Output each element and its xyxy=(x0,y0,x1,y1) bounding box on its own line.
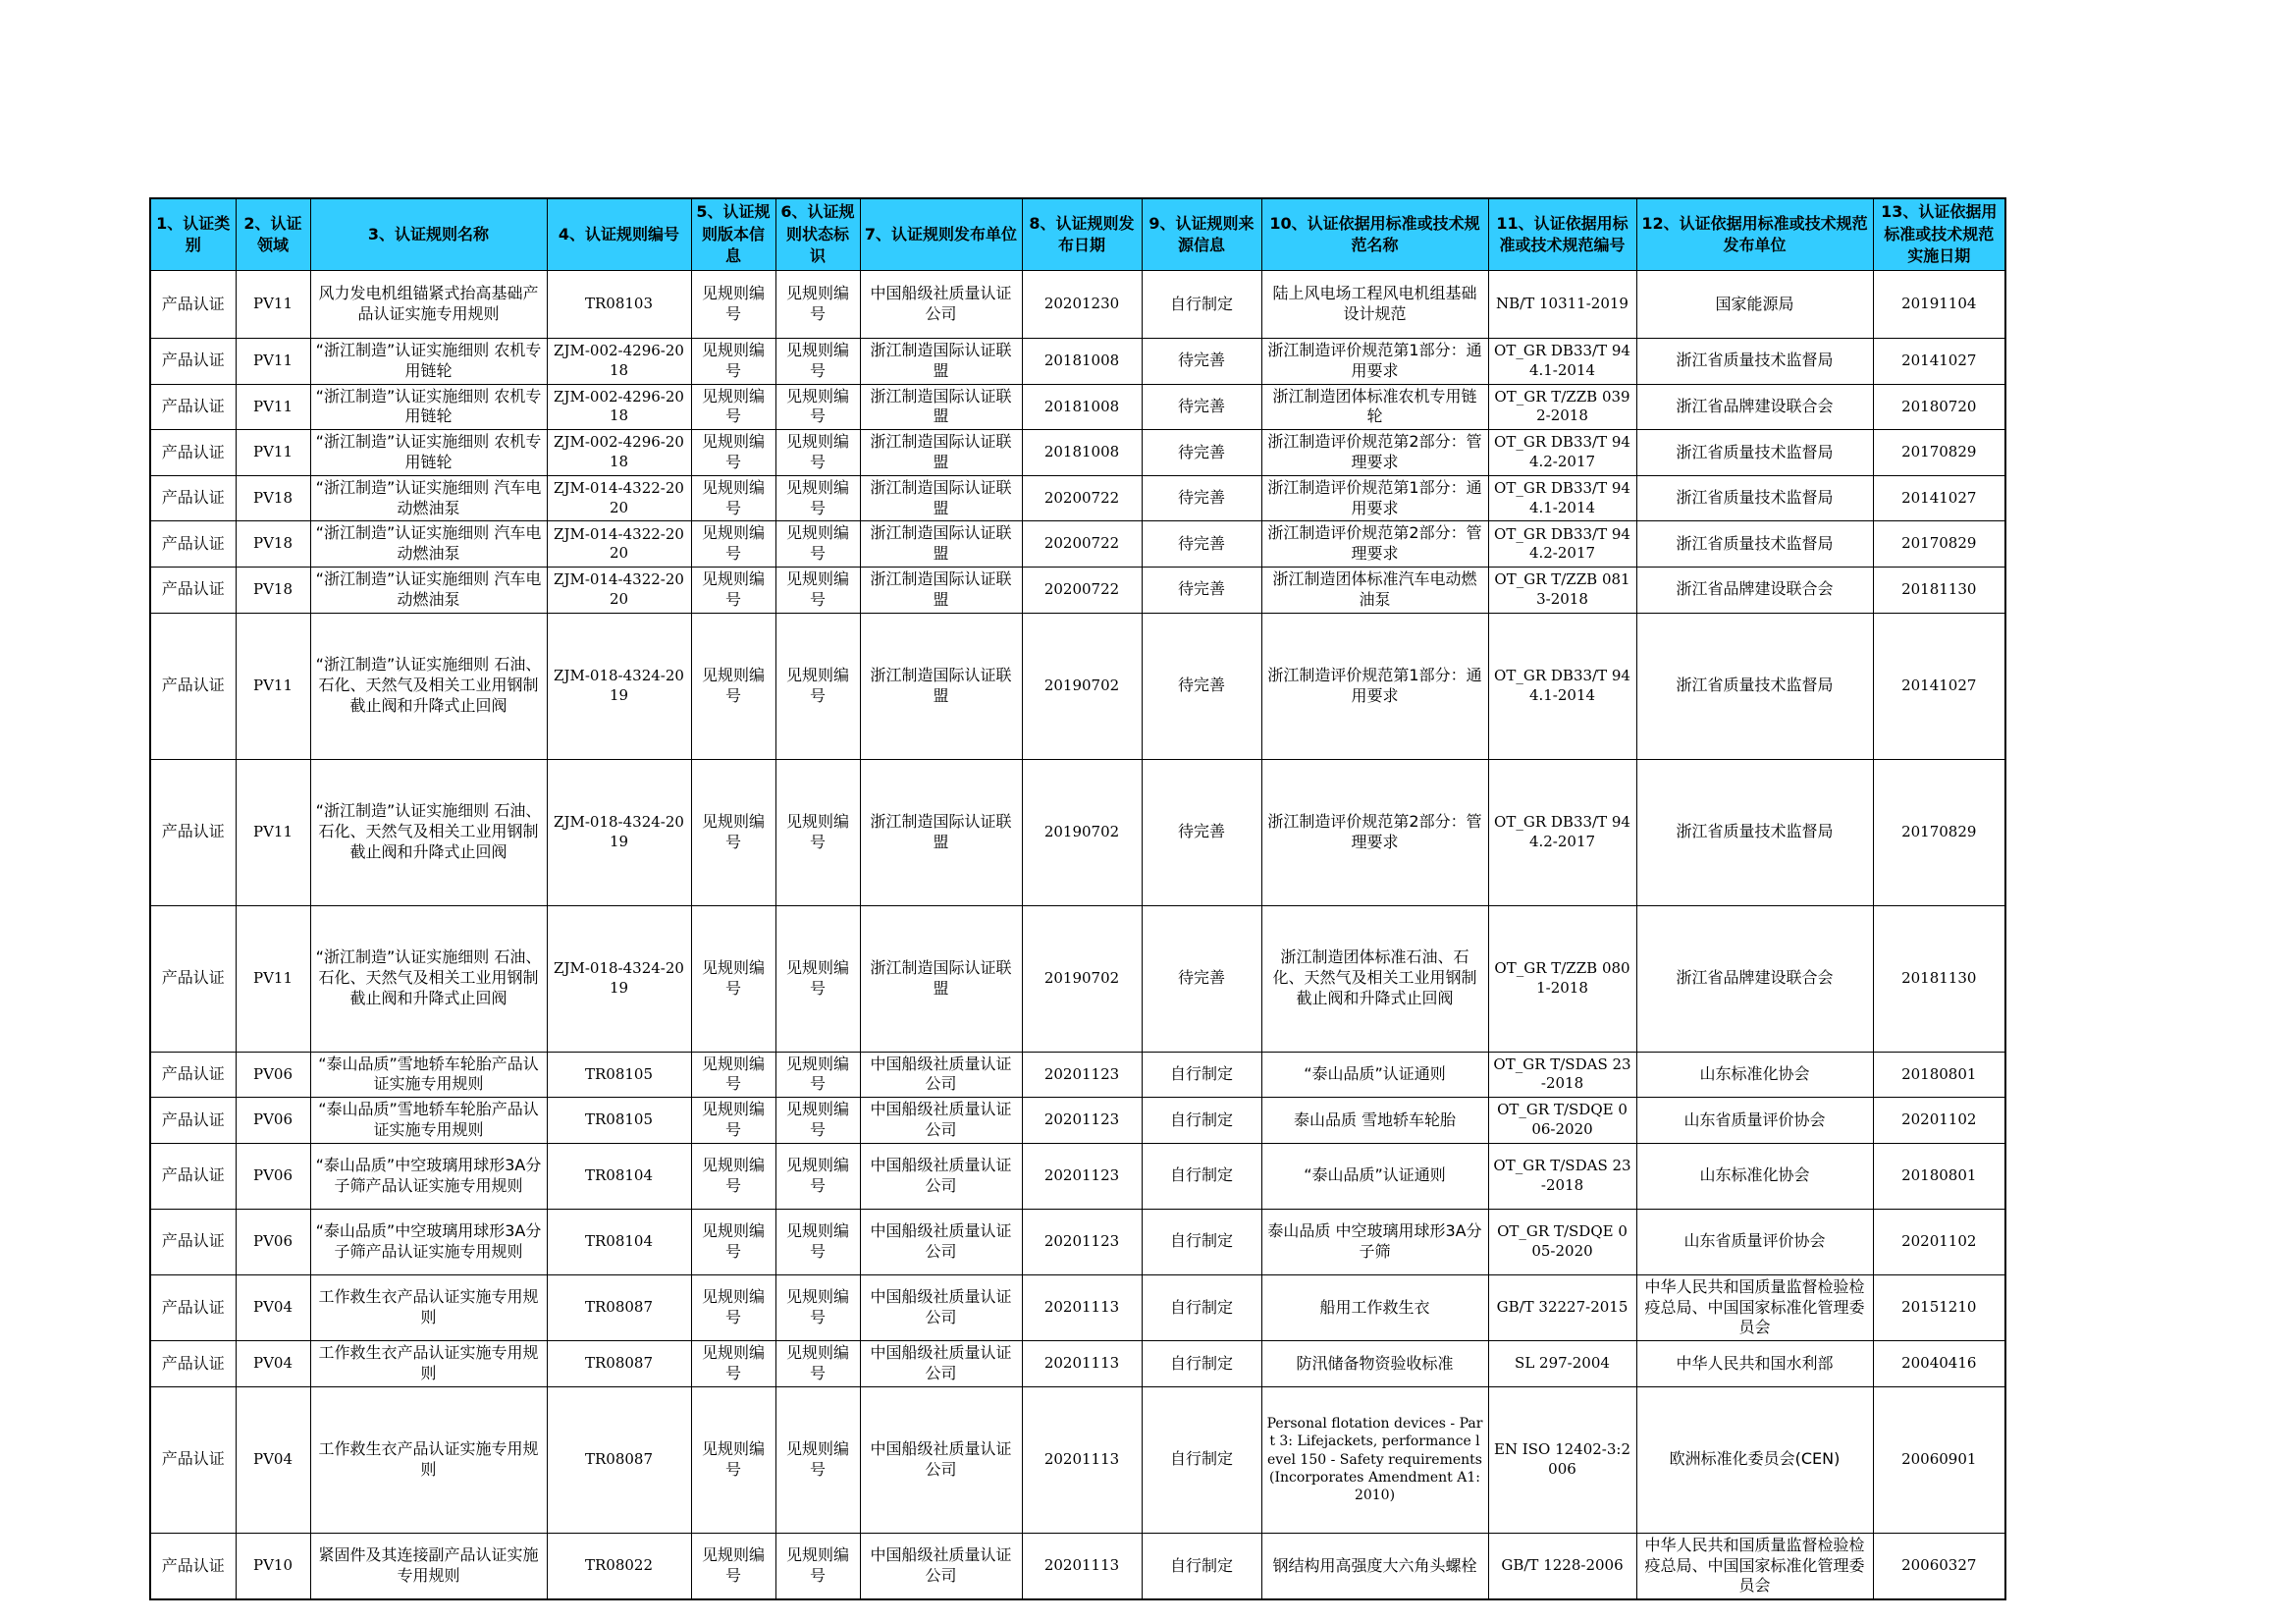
table-cell: PV11 xyxy=(236,759,310,905)
table-cell: 见规则编号 xyxy=(691,384,775,430)
table-cell: 20191104 xyxy=(1873,271,2005,339)
table-row xyxy=(150,1274,2005,1340)
table-cell: 见规则编号 xyxy=(775,1052,860,1098)
table-cell: 产品认证 xyxy=(150,905,236,1052)
table-cell: 自行制定 xyxy=(1142,1341,1261,1387)
table-cell: “浙江制造”认证实施细则 石油、石化、天然气及相关工业用钢制截止阀和升降式止回阀 xyxy=(310,613,547,759)
table-cell: GB/T 32227-2015 xyxy=(1488,1274,1636,1340)
table-cell: 见规则编号 xyxy=(775,759,860,905)
table-cell: “泰山品质”认证通则 xyxy=(1261,1052,1488,1098)
table-cell: “泰山品质”中空玻璃用球形3A分子筛产品认证实施专用规则 xyxy=(310,1143,547,1209)
header-row xyxy=(150,198,2005,271)
table-cell: 山东标准化协会 xyxy=(1636,1143,1873,1209)
table-cell: 中国船级社质量认证公司 xyxy=(860,1209,1022,1274)
table-cell: OT_GR T/ZZB 0801-2018 xyxy=(1488,905,1636,1052)
table-cell: OT_GR T/SDQE 006-2020 xyxy=(1488,1098,1636,1144)
table-cell: 见规则编号 xyxy=(691,1341,775,1387)
header-cell: 5、认证规则版本信息 xyxy=(691,198,775,271)
table-cell: “浙江制造”认证实施细则 汽车电动燃油泵 xyxy=(310,521,547,568)
table-cell: 待完善 xyxy=(1142,475,1261,521)
table-cell: 产品认证 xyxy=(150,759,236,905)
table-cell: TR08105 xyxy=(547,1052,691,1098)
table-cell: 20201113 xyxy=(1022,1274,1142,1340)
header-cell: 12、认证依据用标准或技术规范发布单位 xyxy=(1636,198,1873,271)
table-cell: PV10 xyxy=(236,1533,310,1599)
table-cell: “泰山品质”中空玻璃用球形3A分子筛产品认证实施专用规则 xyxy=(310,1209,547,1274)
table-cell: 见规则编号 xyxy=(691,905,775,1052)
table-cell: 见规则编号 xyxy=(691,521,775,568)
table-cell: 自行制定 xyxy=(1142,1386,1261,1533)
table-cell: 工作救生衣产品认证实施专用规则 xyxy=(310,1274,547,1340)
table-cell: 产品认证 xyxy=(150,339,236,385)
table-row xyxy=(150,521,2005,568)
table-cell: PV04 xyxy=(236,1274,310,1340)
table-cell: 见规则编号 xyxy=(691,567,775,613)
table-cell: 20181130 xyxy=(1873,567,2005,613)
table-cell: 浙江制造评价规范第1部分：通用要求 xyxy=(1261,475,1488,521)
table-row xyxy=(150,475,2005,521)
table-cell: 20201123 xyxy=(1022,1098,1142,1144)
table-cell: 浙江省品牌建设联合会 xyxy=(1636,384,1873,430)
table-cell: 浙江制造国际认证联盟 xyxy=(860,475,1022,521)
table-cell: 浙江制造国际认证联盟 xyxy=(860,613,1022,759)
table-cell: 待完善 xyxy=(1142,430,1261,476)
table-cell: 20181008 xyxy=(1022,430,1142,476)
table-cell: 浙江制造评价规范第1部分：通用要求 xyxy=(1261,339,1488,385)
header-cell: 2、认证领域 xyxy=(236,198,310,271)
table-row xyxy=(150,1386,2005,1533)
table-cell: 见规则编号 xyxy=(775,521,860,568)
table-cell: 中国船级社质量认证公司 xyxy=(860,1098,1022,1144)
table-cell: 20190702 xyxy=(1022,613,1142,759)
table-cell: PV11 xyxy=(236,905,310,1052)
table-cell: 20201102 xyxy=(1873,1209,2005,1274)
table-cell: NB/T 10311-2019 xyxy=(1488,271,1636,339)
table-cell: TR08087 xyxy=(547,1386,691,1533)
header-cell: 4、认证规则编号 xyxy=(547,198,691,271)
table-cell: PV06 xyxy=(236,1209,310,1274)
table-cell: 自行制定 xyxy=(1142,1533,1261,1599)
table-cell: 浙江制造团体标准汽车电动燃油泵 xyxy=(1261,567,1488,613)
table-cell: “浙江制造”认证实施细则 汽车电动燃油泵 xyxy=(310,475,547,521)
table-cell: 产品认证 xyxy=(150,1143,236,1209)
table-cell: 船用工作救生衣 xyxy=(1261,1274,1488,1340)
table-cell: 见规则编号 xyxy=(775,905,860,1052)
table-cell: “泰山品质”雪地轿车轮胎产品认证实施专用规则 xyxy=(310,1098,547,1144)
table-cell: 20040416 xyxy=(1873,1341,2005,1387)
table-cell: PV11 xyxy=(236,271,310,339)
table-cell: 中国船级社质量认证公司 xyxy=(860,1386,1022,1533)
table-cell: OT_GR DB33/T 944.2-2017 xyxy=(1488,521,1636,568)
table-cell: 浙江省品牌建设联合会 xyxy=(1636,567,1873,613)
table-cell: 防汛储备物资验收标准 xyxy=(1261,1341,1488,1387)
table-cell: 浙江制造国际认证联盟 xyxy=(860,759,1022,905)
table-cell: Personal flotation devices - Part 3: Lifejackets, performance level 150 - Safety requirements (Incorporates Amendment A1: 2010) xyxy=(1261,1386,1488,1533)
header-cell: 8、认证规则发布日期 xyxy=(1022,198,1142,271)
table-cell: 见规则编号 xyxy=(691,475,775,521)
table-cell: 产品认证 xyxy=(150,384,236,430)
table-cell: 见规则编号 xyxy=(775,339,860,385)
table-cell: 浙江制造国际认证联盟 xyxy=(860,384,1022,430)
table-cell: 陆上风电场工程风电机组基础设计规范 xyxy=(1261,271,1488,339)
table-cell: 产品认证 xyxy=(150,1533,236,1599)
table-cell: 产品认证 xyxy=(150,613,236,759)
table-cell: 20201230 xyxy=(1022,271,1142,339)
table-row xyxy=(150,1209,2005,1274)
table-cell: 浙江省质量技术监督局 xyxy=(1636,339,1873,385)
table-cell: 工作救生衣产品认证实施专用规则 xyxy=(310,1341,547,1387)
table-cell: 见规则编号 xyxy=(691,1143,775,1209)
table-cell: 浙江省品牌建设联合会 xyxy=(1636,905,1873,1052)
table-cell: ZJM-014-4322-2020 xyxy=(547,567,691,613)
table-row xyxy=(150,905,2005,1052)
table-row xyxy=(150,1533,2005,1599)
table-cell: 中国船级社质量认证公司 xyxy=(860,1533,1022,1599)
table-cell: OT_GR T/ZZB 0392-2018 xyxy=(1488,384,1636,430)
table-cell: ZJM-002-4296-2018 xyxy=(547,384,691,430)
table-cell: PV18 xyxy=(236,521,310,568)
table-cell: 浙江制造评价规范第2部分：管理要求 xyxy=(1261,521,1488,568)
table-cell: “浙江制造”认证实施细则 汽车电动燃油泵 xyxy=(310,567,547,613)
table-cell: PV06 xyxy=(236,1143,310,1209)
table-cell: ZJM-002-4296-2018 xyxy=(547,339,691,385)
table-cell: PV06 xyxy=(236,1098,310,1144)
table-cell: PV04 xyxy=(236,1386,310,1533)
table-cell: PV18 xyxy=(236,475,310,521)
table-cell: ZJM-018-4324-2019 xyxy=(547,613,691,759)
table-cell: “浙江制造”认证实施细则 石油、石化、天然气及相关工业用钢制截止阀和升降式止回阀 xyxy=(310,905,547,1052)
table-cell: 浙江制造评价规范第2部分：管理要求 xyxy=(1261,430,1488,476)
table-cell: 产品认证 xyxy=(150,475,236,521)
table-cell: PV11 xyxy=(236,339,310,385)
table-cell: 浙江省质量技术监督局 xyxy=(1636,475,1873,521)
table-cell: 中华人民共和国质量监督检验检疫总局、中国国家标准化管理委员会 xyxy=(1636,1274,1873,1340)
table-cell: 中华人民共和国水利部 xyxy=(1636,1341,1873,1387)
table-cell: OT_GR T/SDAS 23-2018 xyxy=(1488,1143,1636,1209)
table-cell: 见规则编号 xyxy=(691,339,775,385)
table-cell: 自行制定 xyxy=(1142,1098,1261,1144)
table-cell: 自行制定 xyxy=(1142,1274,1261,1340)
table-cell: 见规则编号 xyxy=(775,1209,860,1274)
table-cell: 产品认证 xyxy=(150,1274,236,1340)
table-cell: 浙江制造评价规范第2部分：管理要求 xyxy=(1261,759,1488,905)
header-cell: 10、认证依据用标准或技术规范名称 xyxy=(1261,198,1488,271)
table-cell: 20200722 xyxy=(1022,475,1142,521)
table-cell: “泰山品质”雪地轿车轮胎产品认证实施专用规则 xyxy=(310,1052,547,1098)
table-cell: 见规则编号 xyxy=(691,1209,775,1274)
table-cell: 浙江制造国际认证联盟 xyxy=(860,905,1022,1052)
table-cell: 见规则编号 xyxy=(691,1274,775,1340)
table-cell: 见规则编号 xyxy=(691,271,775,339)
table-cell: 国家能源局 xyxy=(1636,271,1873,339)
table-cell: 见规则编号 xyxy=(691,613,775,759)
table-cell: 浙江制造国际认证联盟 xyxy=(860,521,1022,568)
table-cell: GB/T 1228-2006 xyxy=(1488,1533,1636,1599)
table-cell: SL 297-2004 xyxy=(1488,1341,1636,1387)
table-cell: PV11 xyxy=(236,430,310,476)
header-cell: 9、认证规则来源信息 xyxy=(1142,198,1261,271)
table-cell: PV11 xyxy=(236,613,310,759)
table-cell: 20201113 xyxy=(1022,1386,1142,1533)
table-cell: 见规则编号 xyxy=(775,1274,860,1340)
table-cell: 20201123 xyxy=(1022,1052,1142,1098)
table-cell: OT_GR T/SDQE 005-2020 xyxy=(1488,1209,1636,1274)
table-cell: 自行制定 xyxy=(1142,1143,1261,1209)
table-cell: 产品认证 xyxy=(150,1098,236,1144)
table-cell: 20201102 xyxy=(1873,1098,2005,1144)
table-cell: 产品认证 xyxy=(150,1052,236,1098)
table-row xyxy=(150,567,2005,613)
table-cell: 20201123 xyxy=(1022,1143,1142,1209)
table-cell: 自行制定 xyxy=(1142,1052,1261,1098)
table-cell: TR08104 xyxy=(547,1143,691,1209)
table-cell: 见规则编号 xyxy=(775,1386,860,1533)
table-cell: 20141027 xyxy=(1873,475,2005,521)
table-cell: 见规则编号 xyxy=(775,271,860,339)
table-cell: 浙江制造评价规范第1部分：通用要求 xyxy=(1261,613,1488,759)
table-cell: 20190702 xyxy=(1022,759,1142,905)
table-cell: 20141027 xyxy=(1873,339,2005,385)
table-row xyxy=(150,384,2005,430)
table-cell: 产品认证 xyxy=(150,271,236,339)
table-cell: 20180801 xyxy=(1873,1143,2005,1209)
table-row xyxy=(150,271,2005,339)
table-cell: 见规则编号 xyxy=(775,1533,860,1599)
table-cell: 20201113 xyxy=(1022,1341,1142,1387)
certification-sheet xyxy=(149,197,2004,1600)
table-cell: 浙江制造国际认证联盟 xyxy=(860,430,1022,476)
table-cell: 中国船级社质量认证公司 xyxy=(860,1341,1022,1387)
table-row xyxy=(150,613,2005,759)
table-cell: 山东标准化协会 xyxy=(1636,1052,1873,1098)
header-cell: 1、认证类别 xyxy=(150,198,236,271)
table-body xyxy=(150,271,2005,1600)
table-cell: 20060327 xyxy=(1873,1533,2005,1599)
table-cell: 20201113 xyxy=(1022,1533,1142,1599)
table-cell: “浙江制造”认证实施细则 农机专用链轮 xyxy=(310,384,547,430)
table-cell: 见规则编号 xyxy=(691,430,775,476)
table-cell: 待完善 xyxy=(1142,521,1261,568)
header-cell: 3、认证规则名称 xyxy=(310,198,547,271)
table-cell: 产品认证 xyxy=(150,567,236,613)
table-cell: 浙江省质量技术监督局 xyxy=(1636,521,1873,568)
table-cell: 待完善 xyxy=(1142,905,1261,1052)
table-cell: 浙江制造国际认证联盟 xyxy=(860,567,1022,613)
table-row xyxy=(150,430,2005,476)
table-cell: 见规则编号 xyxy=(691,1533,775,1599)
table-cell: 见规则编号 xyxy=(775,613,860,759)
table-cell: 见规则编号 xyxy=(775,430,860,476)
table-cell: 待完善 xyxy=(1142,567,1261,613)
table-cell: 浙江省质量技术监督局 xyxy=(1636,430,1873,476)
table-cell: 见规则编号 xyxy=(691,759,775,905)
table-cell: 20200722 xyxy=(1022,521,1142,568)
table-cell: TR08087 xyxy=(547,1341,691,1387)
header-cell: 6、认证规则状态标识 xyxy=(775,198,860,271)
table-row xyxy=(150,1143,2005,1209)
table-row xyxy=(150,1052,2005,1098)
table-cell: 山东省质量评价协会 xyxy=(1636,1098,1873,1144)
table-cell: 20180801 xyxy=(1873,1052,2005,1098)
certification-table xyxy=(149,197,2006,1600)
table-cell: 20141027 xyxy=(1873,613,2005,759)
table-cell: EN ISO 12402-3:2006 xyxy=(1488,1386,1636,1533)
table-cell: ZJM-002-4296-2018 xyxy=(547,430,691,476)
table-cell: PV11 xyxy=(236,384,310,430)
table-cell: OT_GR DB33/T 944.1-2014 xyxy=(1488,613,1636,759)
table-cell: “浙江制造”认证实施细则 石油、石化、天然气及相关工业用钢制截止阀和升降式止回阀 xyxy=(310,759,547,905)
table-cell: 20151210 xyxy=(1873,1274,2005,1340)
table-cell: 中国船级社质量认证公司 xyxy=(860,1274,1022,1340)
header-cell: 7、认证规则发布单位 xyxy=(860,198,1022,271)
table-cell: 20181008 xyxy=(1022,339,1142,385)
table-cell: 见规则编号 xyxy=(775,475,860,521)
table-cell: 待完善 xyxy=(1142,759,1261,905)
table-cell: PV06 xyxy=(236,1052,310,1098)
table-cell: 浙江省质量技术监督局 xyxy=(1636,613,1873,759)
table-cell: TR08022 xyxy=(547,1533,691,1599)
table-cell: “浙江制造”认证实施细则 农机专用链轮 xyxy=(310,339,547,385)
table-cell: 见规则编号 xyxy=(775,1143,860,1209)
table-cell: 中华人民共和国质量监督检验检疫总局、中国国家标准化管理委员会 xyxy=(1636,1533,1873,1599)
table-cell: TR08103 xyxy=(547,271,691,339)
table-cell: 浙江制造国际认证联盟 xyxy=(860,339,1022,385)
table-cell: 待完善 xyxy=(1142,339,1261,385)
table-cell: OT_GR T/ZZB 0813-2018 xyxy=(1488,567,1636,613)
table-cell: 20060901 xyxy=(1873,1386,2005,1533)
table-cell: 见规则编号 xyxy=(691,1386,775,1533)
table-cell: 风力发电机组锚紧式抬高基础产品认证实施专用规则 xyxy=(310,271,547,339)
table-cell: 中国船级社质量认证公司 xyxy=(860,1143,1022,1209)
table-cell: 20170829 xyxy=(1873,759,2005,905)
table-cell: 待完善 xyxy=(1142,613,1261,759)
table-cell: 见规则编号 xyxy=(775,384,860,430)
table-cell: TR08104 xyxy=(547,1209,691,1274)
table-cell: 产品认证 xyxy=(150,1209,236,1274)
table-cell: OT_GR DB33/T 944.2-2017 xyxy=(1488,430,1636,476)
table-cell: “浙江制造”认证实施细则 农机专用链轮 xyxy=(310,430,547,476)
table-cell: ZJM-014-4322-2020 xyxy=(547,521,691,568)
table-cell: OT_GR DB33/T 944.2-2017 xyxy=(1488,759,1636,905)
table-cell: 见规则编号 xyxy=(691,1098,775,1144)
table-cell: 20170829 xyxy=(1873,430,2005,476)
header-cell: 13、认证依据用标准或技术规范实施日期 xyxy=(1873,198,2005,271)
table-cell: TR08105 xyxy=(547,1098,691,1144)
table-cell: 20181008 xyxy=(1022,384,1142,430)
table-cell: 产品认证 xyxy=(150,430,236,476)
table-cell: 泰山品质 雪地轿车轮胎 xyxy=(1261,1098,1488,1144)
table-row xyxy=(150,1098,2005,1144)
table-cell: 见规则编号 xyxy=(775,567,860,613)
table-cell: 浙江制造团体标准农机专用链轮 xyxy=(1261,384,1488,430)
header-cell: 11、认证依据用标准或技术规范编号 xyxy=(1488,198,1636,271)
table-cell: 待完善 xyxy=(1142,384,1261,430)
table-cell: TR08087 xyxy=(547,1274,691,1340)
table-cell: 工作救生衣产品认证实施专用规则 xyxy=(310,1386,547,1533)
table-cell: 产品认证 xyxy=(150,1341,236,1387)
table-cell: 浙江省质量技术监督局 xyxy=(1636,759,1873,905)
table-cell: ZJM-018-4324-2019 xyxy=(547,905,691,1052)
table-cell: 泰山品质 中空玻璃用球形3A分子筛 xyxy=(1261,1209,1488,1274)
table-cell: OT_GR T/SDAS 23-2018 xyxy=(1488,1052,1636,1098)
table-cell: 自行制定 xyxy=(1142,1209,1261,1274)
table-row xyxy=(150,1341,2005,1387)
table-cell: ZJM-014-4322-2020 xyxy=(547,475,691,521)
table-cell: “泰山品质”认证通则 xyxy=(1261,1143,1488,1209)
table-cell: 钢结构用高强度大六角头螺栓 xyxy=(1261,1533,1488,1599)
table-cell: 见规则编号 xyxy=(691,1052,775,1098)
table-cell: 浙江制造团体标准石油、石化、天然气及相关工业用钢制截止阀和升降式止回阀 xyxy=(1261,905,1488,1052)
table-cell: 欧洲标准化委员会(CEN) xyxy=(1636,1386,1873,1533)
table-cell: 20200722 xyxy=(1022,567,1142,613)
table-cell: 见规则编号 xyxy=(775,1098,860,1144)
table-cell: ZJM-018-4324-2019 xyxy=(547,759,691,905)
table-cell: 20170829 xyxy=(1873,521,2005,568)
table-cell: 产品认证 xyxy=(150,1386,236,1533)
table-cell: OT_GR DB33/T 944.1-2014 xyxy=(1488,339,1636,385)
table-row xyxy=(150,759,2005,905)
table-cell: 山东省质量评价协会 xyxy=(1636,1209,1873,1274)
table-row xyxy=(150,339,2005,385)
table-cell: 中国船级社质量认证公司 xyxy=(860,271,1022,339)
table-cell: 产品认证 xyxy=(150,521,236,568)
table-cell: PV04 xyxy=(236,1341,310,1387)
table-cell: 20190702 xyxy=(1022,905,1142,1052)
table-cell: OT_GR DB33/T 944.1-2014 xyxy=(1488,475,1636,521)
table-cell: 见规则编号 xyxy=(775,1341,860,1387)
table-cell: 20180720 xyxy=(1873,384,2005,430)
table-cell: PV18 xyxy=(236,567,310,613)
table-cell: 20181130 xyxy=(1873,905,2005,1052)
table-cell: 紧固件及其连接副产品认证实施专用规则 xyxy=(310,1533,547,1599)
table-cell: 20201123 xyxy=(1022,1209,1142,1274)
table-cell: 自行制定 xyxy=(1142,271,1261,339)
table-cell: 中国船级社质量认证公司 xyxy=(860,1052,1022,1098)
